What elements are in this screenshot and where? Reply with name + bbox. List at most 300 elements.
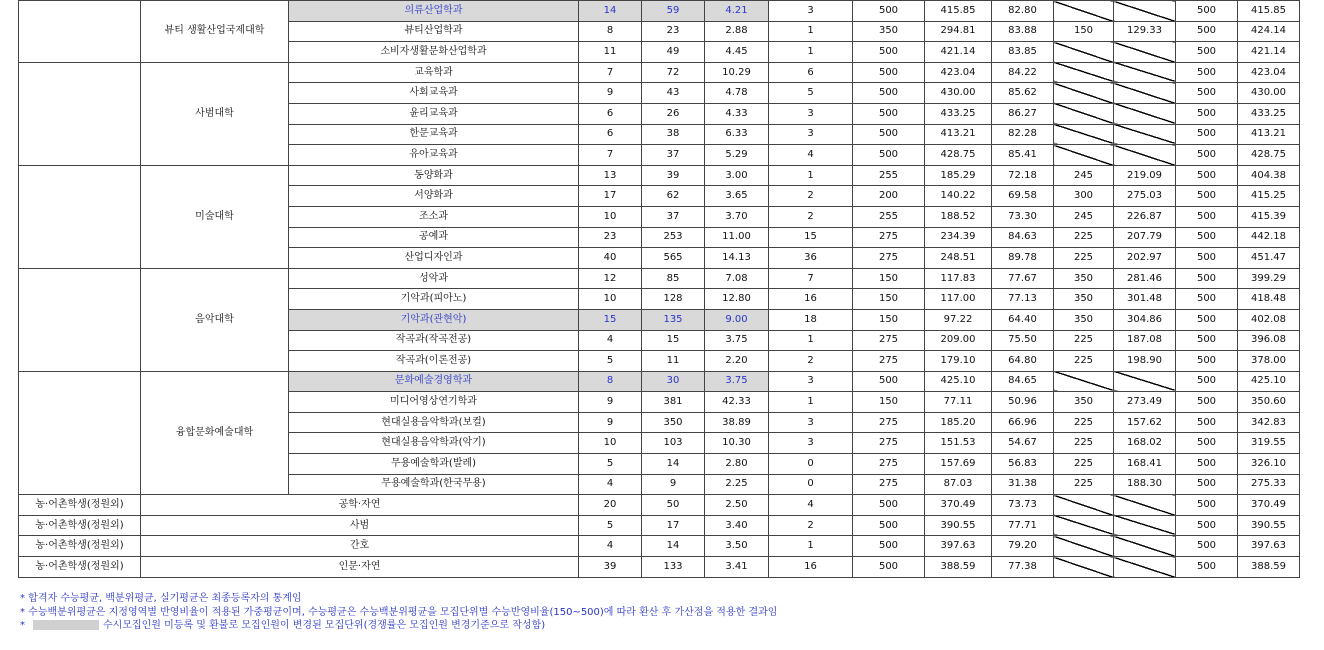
value-cell: 2 <box>769 515 853 536</box>
value-cell: 188.52 <box>925 206 992 227</box>
value-cell: 423.04 <box>925 62 992 83</box>
department-name: 조소과 <box>289 206 579 227</box>
value-cell: 226.87 <box>1114 206 1176 227</box>
value-cell: 140.22 <box>925 186 992 207</box>
value-cell: 85 <box>642 268 705 289</box>
value-cell: 255 <box>853 165 925 186</box>
value-cell: 3.75 <box>705 330 769 351</box>
value-cell: 500 <box>853 42 925 63</box>
value-cell: 3.00 <box>705 165 769 186</box>
value-cell: 43 <box>642 83 705 104</box>
not-applicable-cell <box>1114 62 1176 83</box>
value-cell: 350 <box>1054 268 1114 289</box>
value-cell: 1 <box>769 536 853 557</box>
value-cell: 103 <box>642 433 705 454</box>
value-cell: 500 <box>853 103 925 124</box>
not-applicable-cell <box>1054 557 1114 578</box>
value-cell: 428.75 <box>925 145 992 166</box>
value-cell: 500 <box>1176 433 1238 454</box>
value-cell: 500 <box>1176 145 1238 166</box>
value-cell: 275.03 <box>1114 186 1176 207</box>
value-cell: 3.65 <box>705 186 769 207</box>
value-cell: 198.90 <box>1114 351 1176 372</box>
footnote-2: * 수능백분위평균은 지정영역별 반영비율이 적용된 가중평균이며, 수능평균은 수능백분위평균을 모집단위별 수능반영비율(150~500)에 따라 환산 후 가산점을 적용한 결과임 <box>20 606 778 618</box>
value-cell: 4 <box>579 330 642 351</box>
value-cell: 13 <box>579 165 642 186</box>
college-name: 미술대학 <box>141 165 289 268</box>
college-name: 뷰티 생활산업국제대학 <box>141 1 289 63</box>
value-cell: 11 <box>642 351 705 372</box>
value-cell: 15 <box>579 309 642 330</box>
value-cell: 82.28 <box>992 124 1054 145</box>
value-cell: 428.75 <box>1238 145 1300 166</box>
value-cell: 39 <box>579 557 642 578</box>
value-cell: 75.50 <box>992 330 1054 351</box>
value-cell: 350 <box>1054 392 1114 413</box>
value-cell: 500 <box>1176 248 1238 269</box>
value-cell: 83.85 <box>992 42 1054 63</box>
value-cell: 275 <box>853 433 925 454</box>
value-cell: 350 <box>1054 309 1114 330</box>
value-cell: 209.00 <box>925 330 992 351</box>
value-cell: 50 <box>642 495 705 516</box>
value-cell: 5 <box>579 515 642 536</box>
value-cell: 2 <box>769 206 853 227</box>
value-cell: 423.04 <box>1238 62 1300 83</box>
value-cell: 9 <box>579 412 642 433</box>
table-row <box>19 557 1300 578</box>
value-cell: 433.25 <box>1238 103 1300 124</box>
value-cell: 421.14 <box>925 42 992 63</box>
value-cell: 50.96 <box>992 392 1054 413</box>
department-name: 작곡과(이론전공) <box>289 351 579 372</box>
admission-type-label: 농·어촌학생(정원외) <box>19 515 141 536</box>
value-cell: 350 <box>642 412 705 433</box>
value-cell: 84.22 <box>992 62 1054 83</box>
department-name: 기악과(피아노) <box>289 289 579 310</box>
value-cell: 500 <box>1176 454 1238 475</box>
value-cell: 9 <box>579 392 642 413</box>
blank-category-cell <box>19 1 141 63</box>
footnote-3-bullet: * <box>20 620 25 631</box>
value-cell: 9 <box>579 83 642 104</box>
field-name: 공학·자연 <box>141 495 579 516</box>
value-cell: 4.45 <box>705 42 769 63</box>
table-row <box>19 515 1300 536</box>
value-cell: 500 <box>853 557 925 578</box>
value-cell: 10 <box>579 433 642 454</box>
value-cell: 69.58 <box>992 186 1054 207</box>
value-cell: 83.88 <box>992 21 1054 42</box>
value-cell: 500 <box>1176 83 1238 104</box>
department-name: 현대실용음악학과(보컬) <box>289 412 579 433</box>
value-cell: 157.69 <box>925 454 992 475</box>
admission-results-table <box>18 0 1300 578</box>
value-cell: 225 <box>1054 351 1114 372</box>
value-cell: 415.39 <box>1238 206 1300 227</box>
value-cell: 11 <box>579 42 642 63</box>
not-applicable-cell <box>1114 103 1176 124</box>
value-cell: 275 <box>853 330 925 351</box>
value-cell: 4 <box>769 495 853 516</box>
value-cell: 397.63 <box>925 536 992 557</box>
value-cell: 188.30 <box>1114 474 1176 495</box>
value-cell: 565 <box>642 248 705 269</box>
value-cell: 275 <box>853 227 925 248</box>
table-row <box>19 371 1300 392</box>
value-cell: 326.10 <box>1238 454 1300 475</box>
not-applicable-cell <box>1114 371 1176 392</box>
value-cell: 388.59 <box>925 557 992 578</box>
value-cell: 294.81 <box>925 21 992 42</box>
value-cell: 20 <box>579 495 642 516</box>
value-cell: 5.29 <box>705 145 769 166</box>
value-cell: 275 <box>853 474 925 495</box>
value-cell: 77.11 <box>925 392 992 413</box>
department-name: 공예과 <box>289 227 579 248</box>
department-name: 동양화과 <box>289 165 579 186</box>
value-cell: 2 <box>769 351 853 372</box>
blank-category-cell <box>19 62 141 165</box>
value-cell: 415.85 <box>1238 1 1300 22</box>
value-cell: 421.14 <box>1238 42 1300 63</box>
not-applicable-cell <box>1054 83 1114 104</box>
value-cell: 4.21 <box>705 1 769 22</box>
admission-type-label: 농·어촌학생(정원외) <box>19 536 141 557</box>
value-cell: 85.41 <box>992 145 1054 166</box>
value-cell: 5 <box>579 351 642 372</box>
value-cell: 304.86 <box>1114 309 1176 330</box>
value-cell: 418.48 <box>1238 289 1300 310</box>
not-applicable-cell <box>1054 145 1114 166</box>
value-cell: 225 <box>1054 474 1114 495</box>
table-row <box>19 268 1300 289</box>
not-applicable-cell <box>1054 371 1114 392</box>
value-cell: 185.29 <box>925 165 992 186</box>
value-cell: 10.29 <box>705 62 769 83</box>
not-applicable-cell <box>1114 495 1176 516</box>
value-cell: 225 <box>1054 454 1114 475</box>
value-cell: 8 <box>579 371 642 392</box>
value-cell: 225 <box>1054 433 1114 454</box>
value-cell: 73.30 <box>992 206 1054 227</box>
not-applicable-cell <box>1114 124 1176 145</box>
value-cell: 54.67 <box>992 433 1054 454</box>
admission-type-label: 농·어촌학생(정원외) <box>19 495 141 516</box>
value-cell: 319.55 <box>1238 433 1300 454</box>
value-cell: 1 <box>769 165 853 186</box>
not-applicable-cell <box>1054 536 1114 557</box>
value-cell: 9 <box>642 474 705 495</box>
value-cell: 225 <box>1054 227 1114 248</box>
value-cell: 39 <box>642 165 705 186</box>
value-cell: 390.55 <box>1238 515 1300 536</box>
value-cell: 37 <box>642 206 705 227</box>
footnote-3 <box>20 619 777 633</box>
value-cell: 388.59 <box>1238 557 1300 578</box>
value-cell: 4 <box>769 145 853 166</box>
value-cell: 500 <box>853 495 925 516</box>
department-name: 기악과(관현악) <box>289 309 579 330</box>
value-cell: 64.40 <box>992 309 1054 330</box>
value-cell: 3.50 <box>705 536 769 557</box>
value-cell: 500 <box>1176 165 1238 186</box>
value-cell: 2.80 <box>705 454 769 475</box>
value-cell: 8 <box>579 21 642 42</box>
department-name: 산업디자인과 <box>289 248 579 269</box>
value-cell: 225 <box>1054 412 1114 433</box>
value-cell: 14.13 <box>705 248 769 269</box>
value-cell: 3 <box>769 433 853 454</box>
value-cell: 59 <box>642 1 705 22</box>
department-name: 의류산업학과 <box>289 1 579 22</box>
not-applicable-cell <box>1114 1 1176 22</box>
value-cell: 42.33 <box>705 392 769 413</box>
field-name: 간호 <box>141 536 579 557</box>
value-cell: 117.00 <box>925 289 992 310</box>
value-cell: 500 <box>853 145 925 166</box>
value-cell: 79.20 <box>992 536 1054 557</box>
value-cell: 151.53 <box>925 433 992 454</box>
value-cell: 430.00 <box>1238 83 1300 104</box>
value-cell: 500 <box>1176 103 1238 124</box>
not-applicable-cell <box>1114 515 1176 536</box>
value-cell: 23 <box>579 227 642 248</box>
not-applicable-cell <box>1114 83 1176 104</box>
value-cell: 500 <box>1176 21 1238 42</box>
department-name: 소비자생활문화산업학과 <box>289 42 579 63</box>
value-cell: 1 <box>769 330 853 351</box>
value-cell: 10.30 <box>705 433 769 454</box>
department-name: 무용예술학과(한국무용) <box>289 474 579 495</box>
department-name: 현대실용음악학과(악기) <box>289 433 579 454</box>
value-cell: 500 <box>853 536 925 557</box>
value-cell: 275 <box>853 351 925 372</box>
value-cell: 3 <box>769 124 853 145</box>
value-cell: 500 <box>1176 330 1238 351</box>
value-cell: 97.22 <box>925 309 992 330</box>
value-cell: 12 <box>579 268 642 289</box>
value-cell: 38.89 <box>705 412 769 433</box>
value-cell: 168.02 <box>1114 433 1176 454</box>
value-cell: 84.65 <box>992 371 1054 392</box>
value-cell: 150 <box>853 289 925 310</box>
not-applicable-cell <box>1114 536 1176 557</box>
value-cell: 23 <box>642 21 705 42</box>
department-name: 유아교육과 <box>289 145 579 166</box>
value-cell: 500 <box>1176 515 1238 536</box>
value-cell: 500 <box>1176 227 1238 248</box>
value-cell: 2.20 <box>705 351 769 372</box>
not-applicable-cell <box>1114 557 1176 578</box>
not-applicable-cell <box>1054 62 1114 83</box>
value-cell: 500 <box>1176 557 1238 578</box>
value-cell: 275 <box>853 248 925 269</box>
value-cell: 87.03 <box>925 474 992 495</box>
department-name: 성악과 <box>289 268 579 289</box>
value-cell: 500 <box>1176 1 1238 22</box>
value-cell: 245 <box>1054 206 1114 227</box>
department-name: 문화예술경영학과 <box>289 371 579 392</box>
value-cell: 275 <box>853 412 925 433</box>
value-cell: 500 <box>1176 351 1238 372</box>
value-cell: 396.08 <box>1238 330 1300 351</box>
value-cell: 15 <box>642 330 705 351</box>
value-cell: 500 <box>1176 206 1238 227</box>
department-name: 교육학과 <box>289 62 579 83</box>
value-cell: 415.85 <box>925 1 992 22</box>
value-cell: 275 <box>853 454 925 475</box>
not-applicable-cell <box>1054 1 1114 22</box>
value-cell: 77.38 <box>992 557 1054 578</box>
value-cell: 402.08 <box>1238 309 1300 330</box>
value-cell: 430.00 <box>925 83 992 104</box>
value-cell: 390.55 <box>925 515 992 536</box>
value-cell: 2.88 <box>705 21 769 42</box>
value-cell: 425.10 <box>925 371 992 392</box>
value-cell: 185.20 <box>925 412 992 433</box>
value-cell: 66.96 <box>992 412 1054 433</box>
value-cell: 4 <box>579 474 642 495</box>
value-cell: 157.62 <box>1114 412 1176 433</box>
value-cell: 49 <box>642 42 705 63</box>
value-cell: 150 <box>853 268 925 289</box>
value-cell: 500 <box>1176 124 1238 145</box>
value-cell: 77.13 <box>992 289 1054 310</box>
college-name: 음악대학 <box>141 268 289 371</box>
department-name: 윤리교육과 <box>289 103 579 124</box>
value-cell: 2.25 <box>705 474 769 495</box>
value-cell: 3 <box>769 412 853 433</box>
value-cell: 73.73 <box>992 495 1054 516</box>
value-cell: 500 <box>1176 186 1238 207</box>
value-cell: 11.00 <box>705 227 769 248</box>
value-cell: 17 <box>579 186 642 207</box>
value-cell: 31.38 <box>992 474 1054 495</box>
value-cell: 117.83 <box>925 268 992 289</box>
value-cell: 187.08 <box>1114 330 1176 351</box>
value-cell: 64.80 <box>992 351 1054 372</box>
value-cell: 10 <box>579 206 642 227</box>
department-name: 뷰티산업학과 <box>289 21 579 42</box>
value-cell: 7 <box>769 268 853 289</box>
value-cell: 179.10 <box>925 351 992 372</box>
value-cell: 281.46 <box>1114 268 1176 289</box>
value-cell: 415.25 <box>1238 186 1300 207</box>
value-cell: 300 <box>1054 186 1114 207</box>
value-cell: 500 <box>853 124 925 145</box>
value-cell: 500 <box>853 83 925 104</box>
not-applicable-cell <box>1054 515 1114 536</box>
value-cell: 16 <box>769 289 853 310</box>
department-name: 무용예술학과(발레) <box>289 454 579 475</box>
value-cell: 404.38 <box>1238 165 1300 186</box>
value-cell: 397.63 <box>1238 536 1300 557</box>
not-applicable-cell <box>1054 495 1114 516</box>
value-cell: 200 <box>853 186 925 207</box>
footnotes <box>20 592 777 633</box>
not-applicable-cell <box>1054 42 1114 63</box>
value-cell: 234.39 <box>925 227 992 248</box>
not-applicable-cell <box>1114 145 1176 166</box>
value-cell: 413.21 <box>925 124 992 145</box>
value-cell: 56.83 <box>992 454 1054 475</box>
college-name: 사범대학 <box>141 62 289 165</box>
value-cell: 128 <box>642 289 705 310</box>
field-name: 인문·자연 <box>141 557 579 578</box>
value-cell: 6 <box>769 62 853 83</box>
admission-type-label: 농·어촌학생(정원외) <box>19 557 141 578</box>
value-cell: 500 <box>1176 289 1238 310</box>
value-cell: 500 <box>1176 62 1238 83</box>
table-row <box>19 62 1300 83</box>
department-name: 사회교육과 <box>289 83 579 104</box>
value-cell: 135 <box>642 309 705 330</box>
value-cell: 3.75 <box>705 371 769 392</box>
value-cell: 500 <box>1176 268 1238 289</box>
department-name: 미디어영상연기학과 <box>289 392 579 413</box>
value-cell: 500 <box>1176 309 1238 330</box>
value-cell: 85.62 <box>992 83 1054 104</box>
value-cell: 219.09 <box>1114 165 1176 186</box>
department-name: 서양화과 <box>289 186 579 207</box>
value-cell: 1 <box>769 392 853 413</box>
value-cell: 86.27 <box>992 103 1054 124</box>
value-cell: 7.08 <box>705 268 769 289</box>
value-cell: 150 <box>1054 21 1114 42</box>
value-cell: 133 <box>642 557 705 578</box>
value-cell: 413.21 <box>1238 124 1300 145</box>
department-name: 작곡과(작곡전공) <box>289 330 579 351</box>
value-cell: 255 <box>853 206 925 227</box>
value-cell: 2 <box>769 186 853 207</box>
value-cell: 275.33 <box>1238 474 1300 495</box>
value-cell: 72 <box>642 62 705 83</box>
field-name: 사범 <box>141 515 579 536</box>
value-cell: 36 <box>769 248 853 269</box>
value-cell: 2.50 <box>705 495 769 516</box>
value-cell: 3.70 <box>705 206 769 227</box>
value-cell: 399.29 <box>1238 268 1300 289</box>
value-cell: 1 <box>769 21 853 42</box>
value-cell: 1 <box>769 42 853 63</box>
value-cell: 500 <box>1176 42 1238 63</box>
value-cell: 5 <box>579 454 642 475</box>
not-applicable-cell <box>1054 103 1114 124</box>
value-cell: 3 <box>769 1 853 22</box>
value-cell: 370.49 <box>925 495 992 516</box>
footnote-3-text: 수시모집인원 미등록 및 환불로 모집인원이 변경된 모집단위(경쟁률은 모집인원 변경기준으로 작성함) <box>103 620 546 631</box>
value-cell: 424.14 <box>1238 21 1300 42</box>
value-cell: 150 <box>853 392 925 413</box>
value-cell: 84.63 <box>992 227 1054 248</box>
value-cell: 245 <box>1054 165 1114 186</box>
value-cell: 18 <box>769 309 853 330</box>
value-cell: 273.49 <box>1114 392 1176 413</box>
blank-category-cell <box>19 268 141 371</box>
value-cell: 30 <box>642 371 705 392</box>
value-cell: 5 <box>769 83 853 104</box>
value-cell: 17 <box>642 515 705 536</box>
value-cell: 500 <box>853 371 925 392</box>
value-cell: 500 <box>1176 495 1238 516</box>
value-cell: 0 <box>769 454 853 475</box>
table-row <box>19 495 1300 516</box>
value-cell: 378.00 <box>1238 351 1300 372</box>
value-cell: 4.78 <box>705 83 769 104</box>
value-cell: 38 <box>642 124 705 145</box>
value-cell: 500 <box>853 1 925 22</box>
